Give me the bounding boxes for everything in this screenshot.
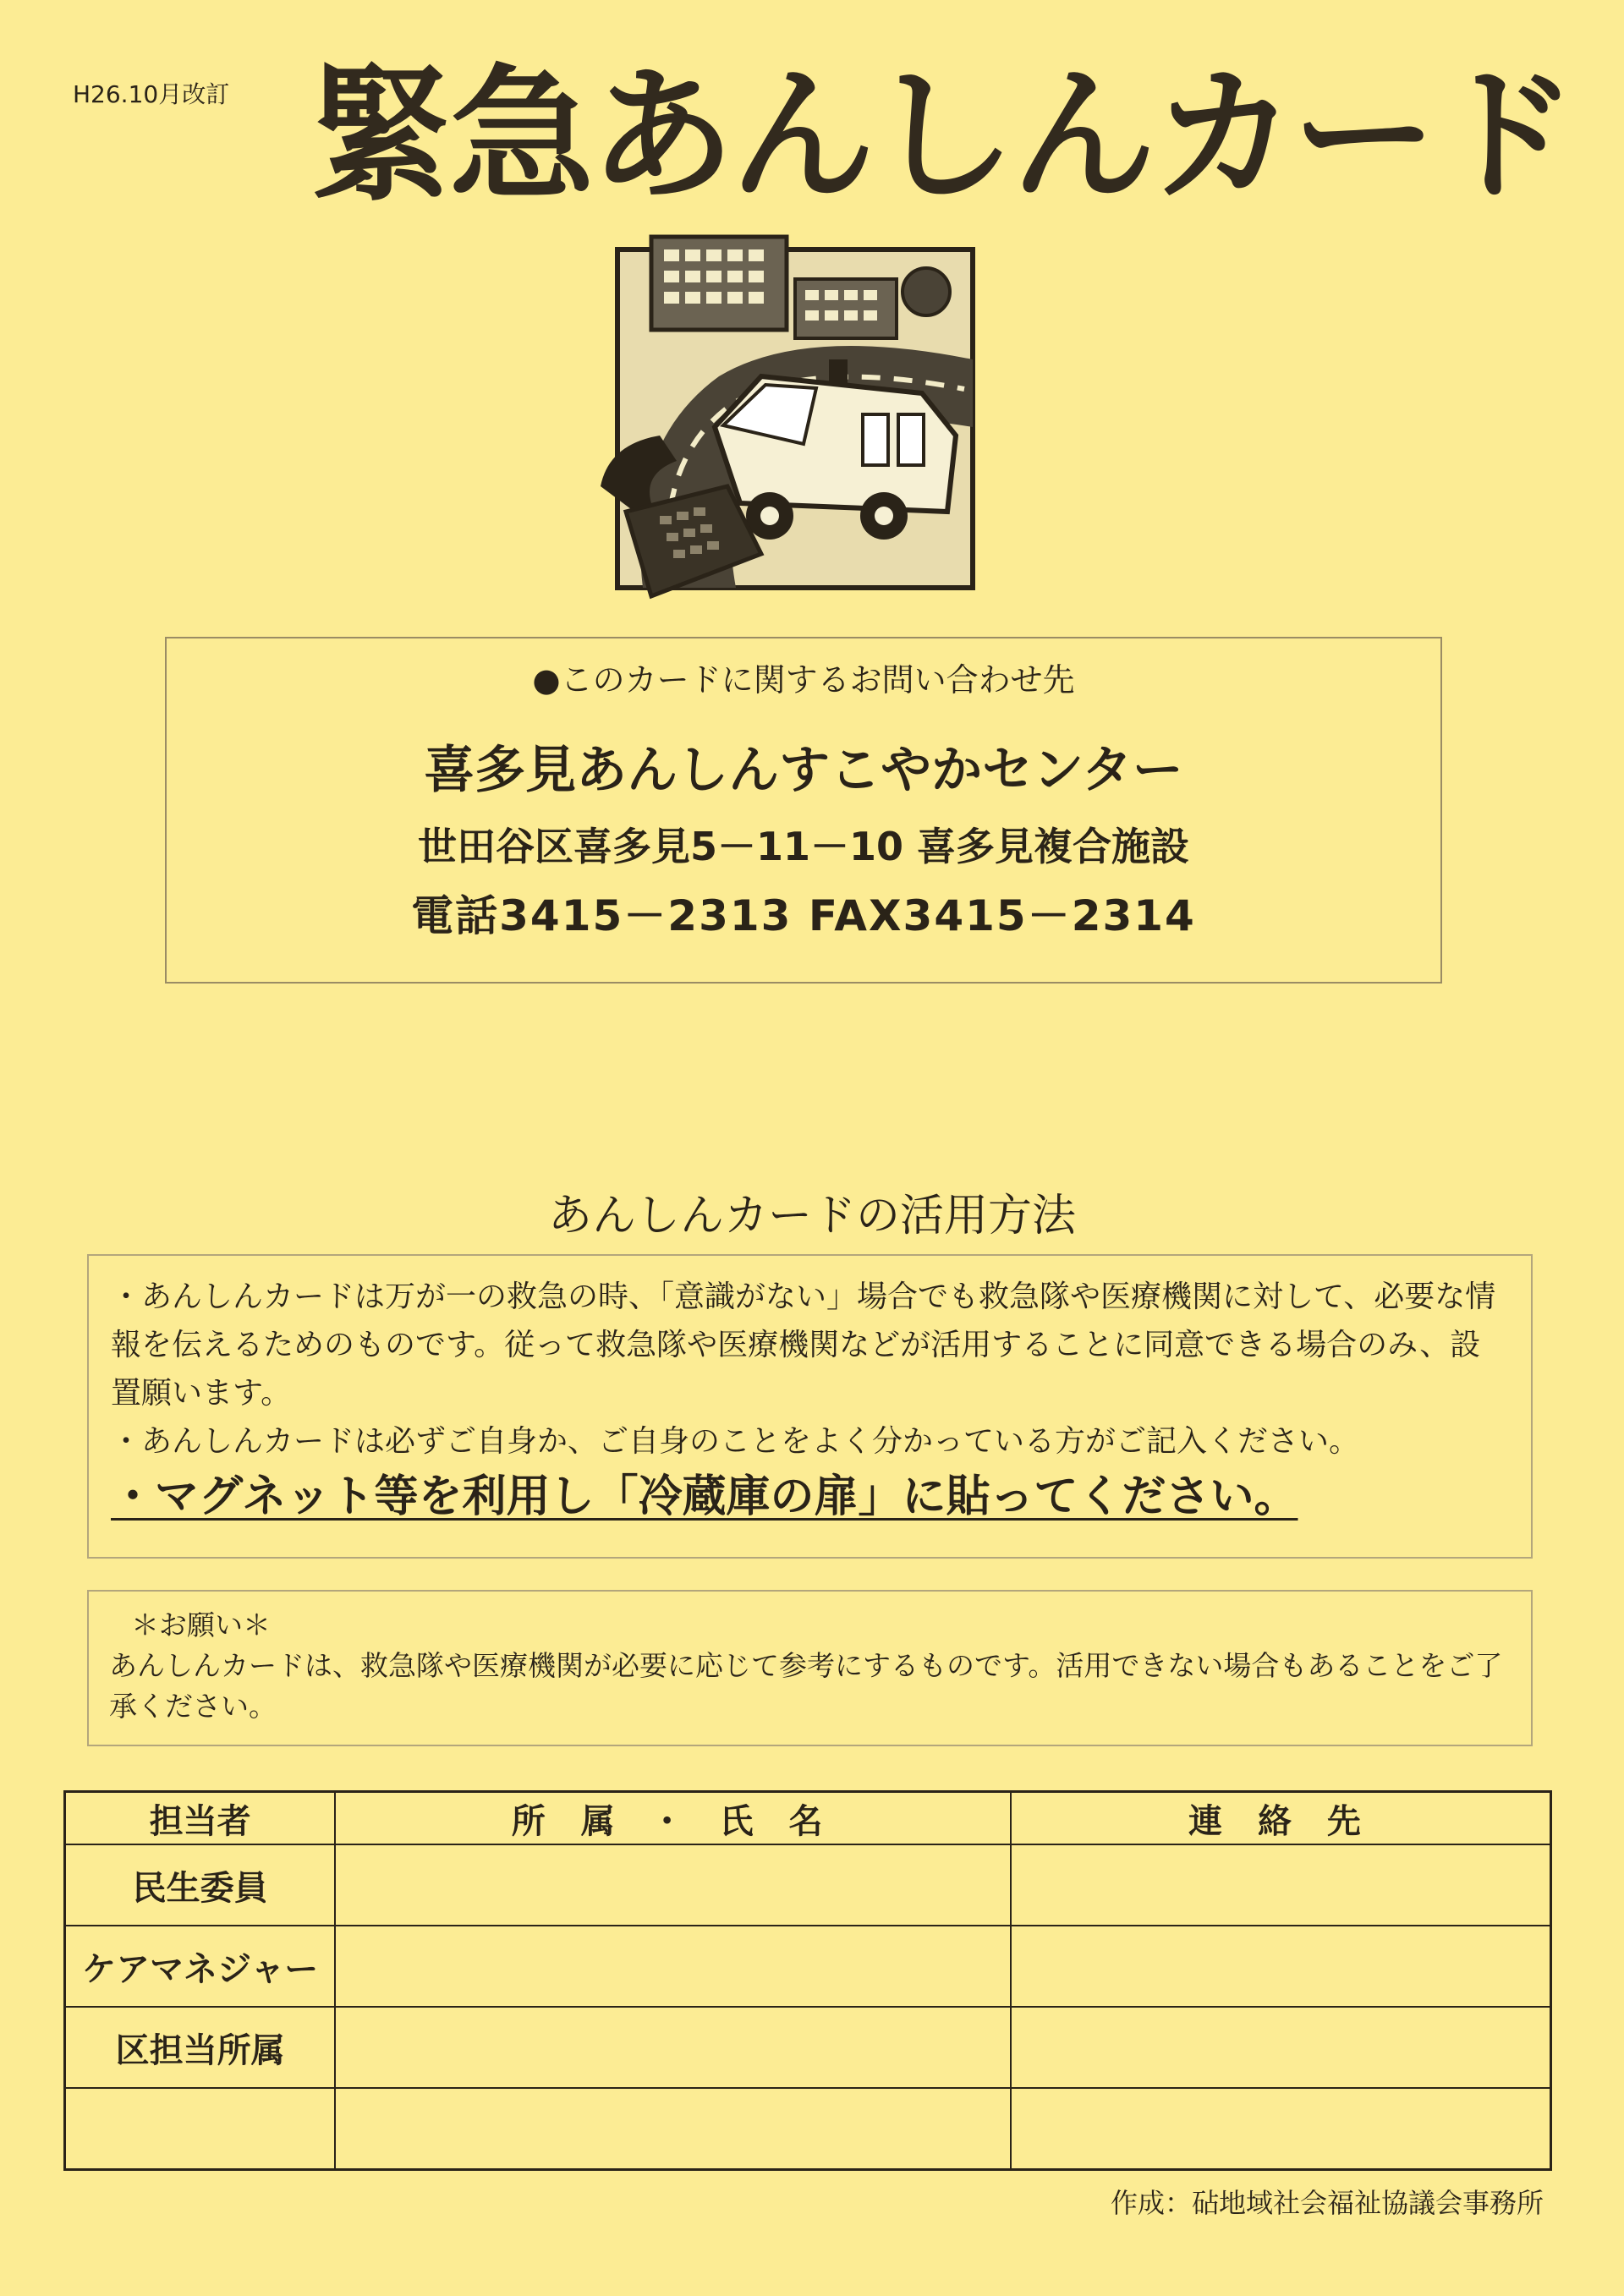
usage-item: ・あんしんカードは必ずご自身か、ご自身のことをよく分かっている方がご記入ください。: [111, 1424, 1360, 1459]
center-phone: 電話3415－2313 FAX3415－2314: [411, 891, 1196, 940]
card-title: 緊急あんしんカード: [309, 51, 1572, 221]
ambulance-illustration: [592, 233, 1015, 605]
row-label: 区担当所属: [65, 2007, 336, 2088]
affiliation-cell[interactable]: [335, 1926, 1011, 2007]
contact-cell[interactable]: [1011, 2088, 1551, 2170]
header-contact: 連 絡 先: [1011, 1792, 1551, 1845]
affiliation-cell[interactable]: [335, 2007, 1011, 2088]
table-row: [65, 2007, 1551, 2088]
table-row: [65, 1926, 1551, 2007]
affiliation-cell[interactable]: [335, 1844, 1011, 1926]
affiliation-cell[interactable]: [335, 2088, 1011, 2170]
request-box: [87, 1590, 1533, 1746]
header-staff: 担当者: [65, 1792, 336, 1845]
contact-cell[interactable]: [1011, 2007, 1551, 2088]
staff-table: [63, 1790, 1552, 2171]
usage-box: [87, 1254, 1533, 1559]
contact-cell[interactable]: [1011, 1844, 1551, 1926]
contact-box: [165, 637, 1442, 984]
contact-cell[interactable]: [1011, 1926, 1551, 2007]
header-affiliation-name: 所 属 ・ 氏 名: [335, 1792, 1011, 1845]
row-label: 民生委員: [65, 1844, 336, 1926]
row-label[interactable]: [65, 2088, 336, 2170]
center-name: 喜多見あんしんすこやかセンター: [424, 741, 1183, 800]
contact-heading: ●このカードに関するお問い合わせ先: [532, 661, 1075, 699]
usage-emphasis: ・マグネット等を利用し「冷蔵庫の扉」に貼ってください。: [111, 1471, 1298, 1522]
request-title: ＊お願い＊: [131, 1608, 271, 1641]
table-header-row: [65, 1792, 1551, 1845]
usage-heading: あんしんカードの活用方法: [547, 1191, 1076, 1241]
usage-item: ・あんしんカードは万が一の救急の時、「意識がない」場合でも救急隊や医療機関に対して、必要な情報を伝えるためのものです。従って救急隊や医療機関などが活用することに同意できる場合のみ、設置願います。: [111, 1280, 1496, 1411]
footer-credit: 作成：砧地域社会福祉協議会事務所: [1110, 2187, 1544, 2219]
row-label: ケアマネジャー: [65, 1926, 336, 2007]
request-text: あんしんカードは、救急隊や医療機関が必要に応じて参考にするものです。活用できない場合もあることをご了承ください。: [109, 1649, 1503, 1723]
table-row: [65, 2088, 1551, 2170]
table-row: [65, 1844, 1551, 1926]
center-address: 世田谷区喜多見5－11－10 喜多見複合施設: [417, 824, 1190, 869]
revision-date: H26.10月改訂: [73, 80, 230, 108]
